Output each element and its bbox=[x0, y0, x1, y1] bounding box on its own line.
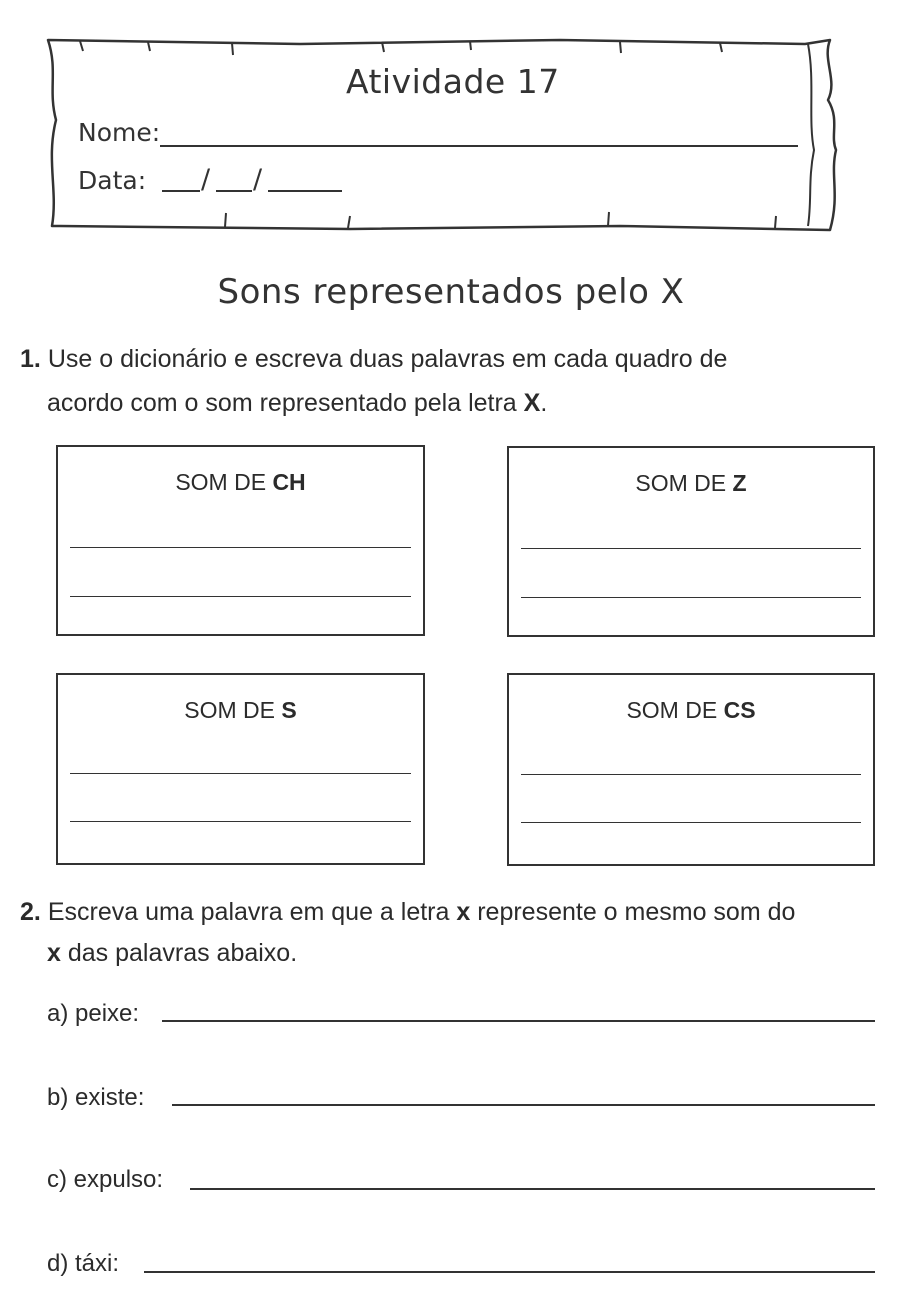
date-day-line[interactable] bbox=[162, 190, 200, 192]
answer-line[interactable] bbox=[521, 548, 861, 549]
box-title: SOM DE CS bbox=[626, 697, 756, 723]
question1-line1: Use o dicionário e escreva duas palavras em cada quadro de bbox=[47, 345, 728, 373]
box-title: SOM DE S bbox=[184, 697, 297, 723]
box-title: SOM DE CH bbox=[175, 469, 306, 495]
answer-line[interactable] bbox=[521, 774, 861, 775]
question2-number: 2. bbox=[20, 898, 41, 926]
date-separator: / bbox=[253, 164, 263, 195]
name-input-line[interactable] bbox=[160, 145, 798, 147]
item-c-answer-line[interactable] bbox=[190, 1188, 875, 1190]
answer-line[interactable] bbox=[521, 597, 861, 598]
question1-text-line2: acordo com o som representado pela letra X. bbox=[47, 389, 548, 417]
answer-line[interactable] bbox=[70, 773, 411, 774]
answer-line[interactable] bbox=[70, 821, 411, 822]
letter-x: X bbox=[523, 389, 541, 417]
item-d-label: d) táxi: bbox=[47, 1250, 120, 1277]
item-c-label: c) expulso: bbox=[47, 1166, 164, 1193]
date-separator: / bbox=[201, 164, 211, 195]
answer-line[interactable] bbox=[70, 596, 411, 597]
box-title: SOM DE Z bbox=[635, 470, 747, 496]
answer-line[interactable] bbox=[70, 547, 411, 548]
box-som-ch bbox=[56, 445, 425, 636]
item-b-answer-line[interactable] bbox=[172, 1104, 875, 1106]
activity-title: Atividade 17 bbox=[346, 62, 560, 101]
box-som-s bbox=[56, 673, 425, 865]
item-a-label: a) peixe: bbox=[47, 1000, 140, 1027]
letter-x: x bbox=[456, 898, 471, 926]
question1-number: 1. bbox=[20, 345, 41, 373]
item-b-label: b) existe: bbox=[47, 1084, 145, 1111]
item-d-answer-line[interactable] bbox=[144, 1271, 875, 1273]
date-year-line[interactable] bbox=[268, 190, 342, 192]
box-som-z bbox=[507, 446, 875, 637]
letter-x: x bbox=[47, 939, 61, 967]
page-subtitle: Sons representados pelo X bbox=[217, 272, 685, 312]
question1-text bbox=[20, 338, 880, 380]
question2-text: 2. Escreva uma palavra em que a letra x represente o mesmo som do bbox=[20, 898, 796, 926]
box-som-cs bbox=[507, 673, 875, 866]
item-a-answer-line[interactable] bbox=[162, 1020, 875, 1022]
question2-text-line2: x das palavras abaixo. bbox=[47, 939, 298, 967]
date-label: Data: bbox=[78, 166, 147, 195]
answer-line[interactable] bbox=[521, 822, 861, 823]
name-label: Nome: bbox=[78, 118, 161, 147]
date-month-line[interactable] bbox=[216, 190, 252, 192]
